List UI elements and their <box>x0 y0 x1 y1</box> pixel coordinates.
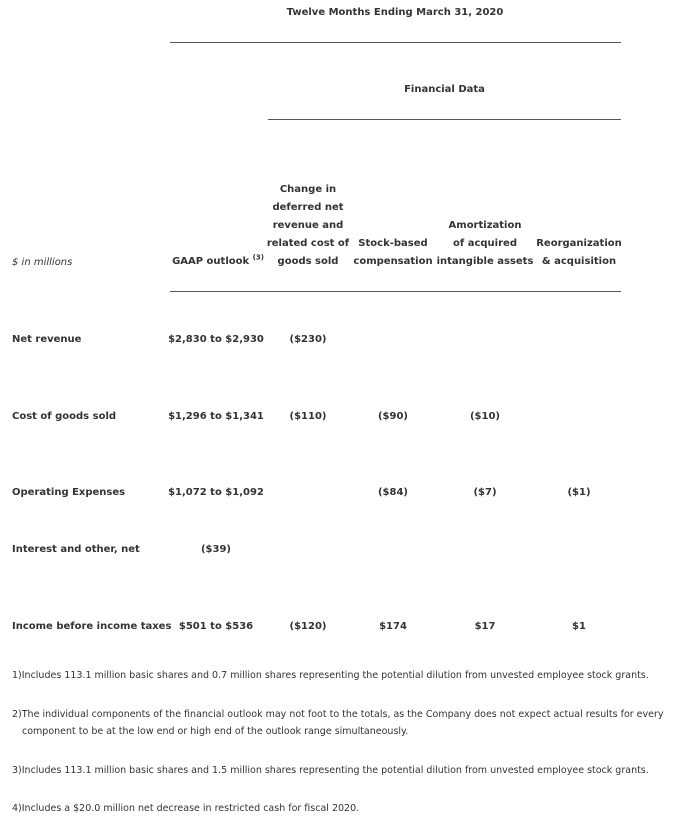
deferred-value: ($230) <box>289 334 327 345</box>
gaap-value: $1,072 to $1,092 <box>168 487 264 498</box>
col-header-line: Reorganization <box>536 238 622 249</box>
stock-value: ($84) <box>377 487 408 498</box>
period-heading: Twelve Months Ending March 31, 2020 <box>286 7 504 18</box>
col-header-line: revenue and <box>272 220 344 231</box>
row-label: Cost of goods sold <box>12 411 117 422</box>
col-header-line: & acquisition <box>541 256 617 267</box>
financial-data-rule <box>268 119 621 120</box>
gaap-value: ($39) <box>200 544 231 555</box>
footnote-4: 4)Includes a $20.0 million net decrease in restricted cash for fiscal 2020. <box>12 803 360 814</box>
gaap-value: $501 to $536 <box>178 621 254 632</box>
col-header-line: of acquired <box>453 238 517 249</box>
col-header-gaap-outlook <box>170 253 266 271</box>
row-label: Net revenue <box>12 334 82 345</box>
row-label: Income before income taxes <box>12 621 172 632</box>
row-label: Interest and other, net <box>12 544 140 555</box>
footnote-3: 3)Includes 113.1 million basic shares and 1.5 million shares representing the potential dilution from unvested employee stock grants. <box>12 765 649 776</box>
col-header-deferred-revenue <box>262 181 354 271</box>
row-label: Operating Expenses <box>12 487 126 498</box>
col-header-line: intangible assets <box>436 256 534 267</box>
reorg-value: ($1) <box>567 487 591 498</box>
col-header-line: goods sold <box>277 256 339 267</box>
col-header-amortization <box>434 217 536 271</box>
footnote-1: 1)Includes 113.1 million basic shares and 0.7 million shares representing the potential dilution from unvested employee stock grants. <box>12 670 649 681</box>
col-header-line: Change in <box>279 184 337 195</box>
footnote-2-line-2: component to be at the low end or high end of the outlook range simultaneously. <box>22 726 409 737</box>
gaap-value: $1,296 to $1,341 <box>168 411 264 422</box>
col-header-line: related cost of <box>266 238 350 249</box>
footnote-2-line-1: 2)The individual components of the financial outlook may not foot to the totals, as the Company does not expect actual results for every <box>12 709 664 720</box>
col-header-line: deferred net <box>272 202 344 213</box>
column-header-rule <box>170 291 621 292</box>
col-header-stock-compensation <box>352 235 434 271</box>
col-header-reorganization <box>532 235 626 271</box>
amort-value: ($7) <box>473 487 497 498</box>
reorg-value: $1 <box>572 621 586 632</box>
col-header-line: Stock-based <box>358 238 428 249</box>
gaap-outlook-footnote-ref: (3) <box>252 253 264 262</box>
gaap-outlook-label: GAAP outlook <box>172 256 250 267</box>
amort-value: $17 <box>474 621 496 632</box>
gaap-value: $2,830 to $2,930 <box>168 334 264 345</box>
footnote-2 <box>12 706 682 740</box>
stock-value: ($90) <box>377 411 408 422</box>
heading-rule <box>170 42 621 43</box>
financial-data-heading: Financial Data <box>404 84 485 95</box>
col-header-line: Amortization <box>448 220 522 231</box>
col-header-line: compensation <box>353 256 433 267</box>
stock-value: $174 <box>379 621 407 632</box>
deferred-value: ($110) <box>289 411 327 422</box>
amort-value: ($10) <box>469 411 500 422</box>
deferred-value: ($120) <box>289 621 327 632</box>
units-label: $ in millions <box>12 257 73 268</box>
